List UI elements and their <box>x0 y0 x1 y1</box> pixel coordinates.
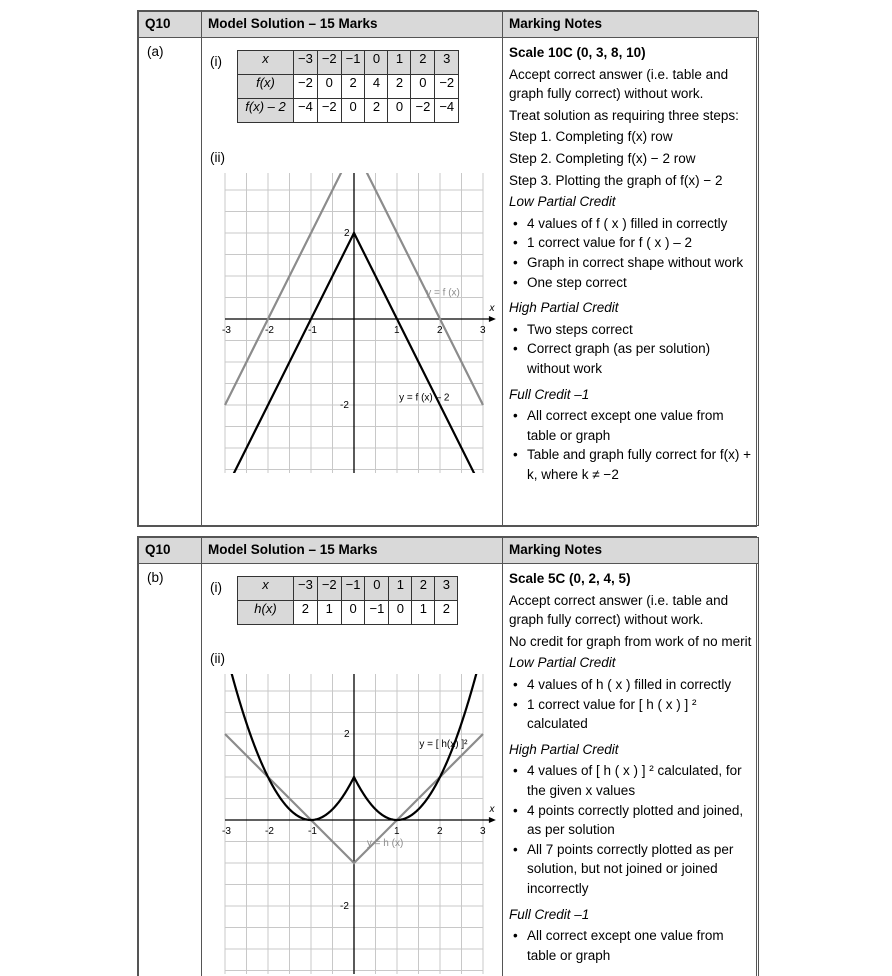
q10a-table-cell: 3 <box>435 51 459 75</box>
q10b-graph-x-tick-label: -1 <box>308 826 317 837</box>
q10a-low-item: • 4 values of f ( x ) filled in correctly <box>509 214 752 234</box>
q10b-high-item: • All 7 points correctly plotted as per solution, but not joined or joined incorrectly <box>509 840 752 899</box>
q10a-graph-x-axis-label: x <box>489 303 495 314</box>
q10a-graph-x-tick-label: 2 <box>437 325 443 336</box>
q10b-table-row <box>238 577 458 601</box>
q10a-table-cell: −2 <box>294 75 318 99</box>
q10a-accept: Accept correct answer (i.e. table and graph fully correct) without work. <box>509 66 729 102</box>
q10a-graph-x-tick-label: -2 <box>265 325 274 336</box>
q10a-high-title: High Partial Credit <box>509 300 619 316</box>
q10a-solution-header: Model Solution – 15 Marks <box>202 12 503 38</box>
q10b-label-h: y = h (x) <box>366 837 404 849</box>
q10a-treat: Treat solution as requiring three steps: <box>509 107 739 123</box>
q10a-full-item: • All correct except one value from table or graph <box>509 406 752 445</box>
q10b-table-cell: 2 <box>435 601 458 625</box>
q10a-table-row-label: x <box>238 51 294 75</box>
q10b-full-title: Full Credit –1 <box>509 906 590 922</box>
q10b-table-cell: 0 <box>365 577 389 601</box>
q10b-graph-x-axis-label: x <box>489 804 495 815</box>
q10a-step1: Step 1. Completing f(x) row <box>509 129 673 145</box>
q10b-table-cell: 2 <box>412 577 435 601</box>
q10b-sub-i: (i) <box>210 580 222 595</box>
q10b-high-item: • 4 values of [ h ( x ) ] ² calculated, for the given x values <box>509 761 752 800</box>
q10b-graph-x-tick-label: 1 <box>394 826 400 837</box>
q10a-graph-x-tick-label: 3 <box>480 325 486 336</box>
q10a-table-cell: −4 <box>435 99 459 123</box>
q10a-table-cell: 4 <box>365 75 388 99</box>
q10b-graph-y-tick-label: 2 <box>344 729 350 740</box>
q10a-table-cell: −1 <box>341 51 365 75</box>
q10a-table-row <box>238 51 459 75</box>
q10b-graph-x-tick-label: 3 <box>480 826 486 837</box>
q10b-accept: Accept correct answer (i.e. table and graph fully correct) without work. <box>509 592 729 628</box>
q10b-table-cell: 0 <box>389 601 412 625</box>
q10b-label-h2: y = [ h(x) ]² <box>419 738 468 750</box>
q10a-low-item: • One step correct <box>509 273 752 293</box>
q10a-table-cell: 0 <box>317 75 341 99</box>
q10b-part-label: (b) <box>139 564 202 976</box>
q10b-low-item: • 1 correct value for [ h ( x ) ] ² calculated <box>509 695 752 734</box>
q10a-high-item: • Correct graph (as per solution) without work <box>509 339 752 378</box>
q10b-solution-header: Model Solution – 15 Marks <box>202 538 503 564</box>
q10a-graph-x-tick-label: -1 <box>308 325 317 336</box>
q10a-table-cell: −2 <box>435 75 459 99</box>
q10b-q-header: Q10 <box>139 538 202 564</box>
q10b-table-cell: 1 <box>412 601 435 625</box>
q10b-low-title: Low Partial Credit <box>509 655 616 671</box>
q10a-table-row <box>238 99 459 123</box>
q10a-table-row-label: f(x) – 2 <box>238 99 294 123</box>
q10a-table-cell: 2 <box>365 99 388 123</box>
q10b-table-cell: 1 <box>317 601 341 625</box>
q10a-sub-i: (i) <box>210 54 222 69</box>
q10a-low-title: Low Partial Credit <box>509 194 616 210</box>
q10a-graph <box>202 173 503 473</box>
q10b-table-row-label: x <box>238 577 294 601</box>
q10a-table-cell: 0 <box>341 99 365 123</box>
q10b-low-item: • 4 values of h ( x ) filled in correctly <box>509 675 752 695</box>
q10a-table-cell: 2 <box>341 75 365 99</box>
q10a-q-header: Q10 <box>139 12 202 38</box>
q10b-scale: Scale 5C (0, 2, 4, 5) <box>509 571 631 586</box>
q10a-table-cell: −2 <box>411 99 435 123</box>
q10a-full-title: Full Credit –1 <box>509 386 590 402</box>
q10b-table-row-label: h(x) <box>238 601 294 625</box>
q10a-full-item: • Table and graph fully correct for f(x) + k, where k ≠ −2 <box>509 445 752 484</box>
q10b-block <box>137 536 757 976</box>
q10b-solution-cell <box>202 564 503 976</box>
q10b-high-title: High Partial Credit <box>509 741 619 757</box>
q10a-part-label: (a) <box>139 38 202 526</box>
q10a-table-cell: 2 <box>411 51 435 75</box>
q10b-table-cell: 0 <box>341 601 365 625</box>
q10b-table-cell: −2 <box>317 577 341 601</box>
q10b-full-item: • All correct except one value from table or graph <box>509 926 752 965</box>
q10b-table-cell: 2 <box>294 601 318 625</box>
q10a-table-cell: −3 <box>294 51 318 75</box>
q10b-high-item: • 4 points correctly plotted and joined, as per solution <box>509 801 752 840</box>
q10b-table-cell: −1 <box>341 577 365 601</box>
q10a-solution-cell <box>202 38 503 526</box>
q10a-table-cell: 1 <box>388 51 411 75</box>
q10b-graph-x-tick-label: -3 <box>222 826 231 837</box>
q10b-table-cell: 1 <box>389 577 412 601</box>
q10a-table-row-label: f(x) <box>238 75 294 99</box>
q10b-notes-cell <box>503 564 759 976</box>
q10a-table-cell: −4 <box>294 99 318 123</box>
q10b-value-table <box>237 576 458 625</box>
q10a-block <box>137 10 757 527</box>
q10b-notes-header: Marking Notes <box>503 538 759 564</box>
q10a-step3: Step 3. Plotting the graph of f(x) − 2 <box>509 172 723 188</box>
q10a-step2: Step 2. Completing f(x) − 2 row <box>509 150 696 166</box>
q10a-table-cell: 0 <box>365 51 388 75</box>
q10a-graph-y-tick-label: 2 <box>344 228 350 239</box>
q10a-table-cell: −2 <box>317 51 341 75</box>
q10b-graph-x-tick-label: 2 <box>437 826 443 837</box>
q10b-table-cell: −1 <box>365 601 389 625</box>
q10b-graph <box>202 674 503 974</box>
q10a-value-table <box>237 50 459 123</box>
q10a-scale: Scale 10C (0, 3, 8, 10) <box>509 45 646 60</box>
q10a-high-item: • Two steps correct <box>509 320 752 340</box>
q10a-low-item: • 1 correct value for f ( x ) – 2 <box>509 233 752 253</box>
q10a-table-cell: −2 <box>317 99 341 123</box>
q10b-graph-y-tick-label: -2 <box>340 901 349 912</box>
q10a-graph-y-tick-label: -2 <box>340 400 349 411</box>
q10b-table-cell: −3 <box>294 577 318 601</box>
q10a-graph-x-tick-label: -3 <box>222 325 231 336</box>
q10a-table-cell: 2 <box>388 75 411 99</box>
q10b-graph-x-tick-label: -2 <box>265 826 274 837</box>
q10a-label-f: y = f (x) <box>426 287 460 299</box>
q10a-sub-ii: (ii) <box>210 150 225 165</box>
q10a-label-g: y = f (x) – 2 <box>399 392 450 404</box>
q10b-table-cell: 3 <box>435 577 458 601</box>
q10a-table-row <box>238 75 459 99</box>
q10a-table-cell: 0 <box>411 75 435 99</box>
q10a-table-cell: 0 <box>388 99 411 123</box>
q10b-nocredit: No credit for graph from work of no merit <box>509 633 752 649</box>
q10a-notes-header: Marking Notes <box>503 12 759 38</box>
q10b-sub-ii: (ii) <box>210 651 225 666</box>
q10a-graph-x-tick-label: 1 <box>394 325 400 336</box>
q10a-notes-cell <box>503 38 759 526</box>
q10a-low-item: • Graph in correct shape without work <box>509 253 752 273</box>
q10a-graph-x-arrow <box>489 316 496 322</box>
q10b-graph-x-arrow <box>489 817 496 823</box>
q10b-table-row <box>238 601 458 625</box>
